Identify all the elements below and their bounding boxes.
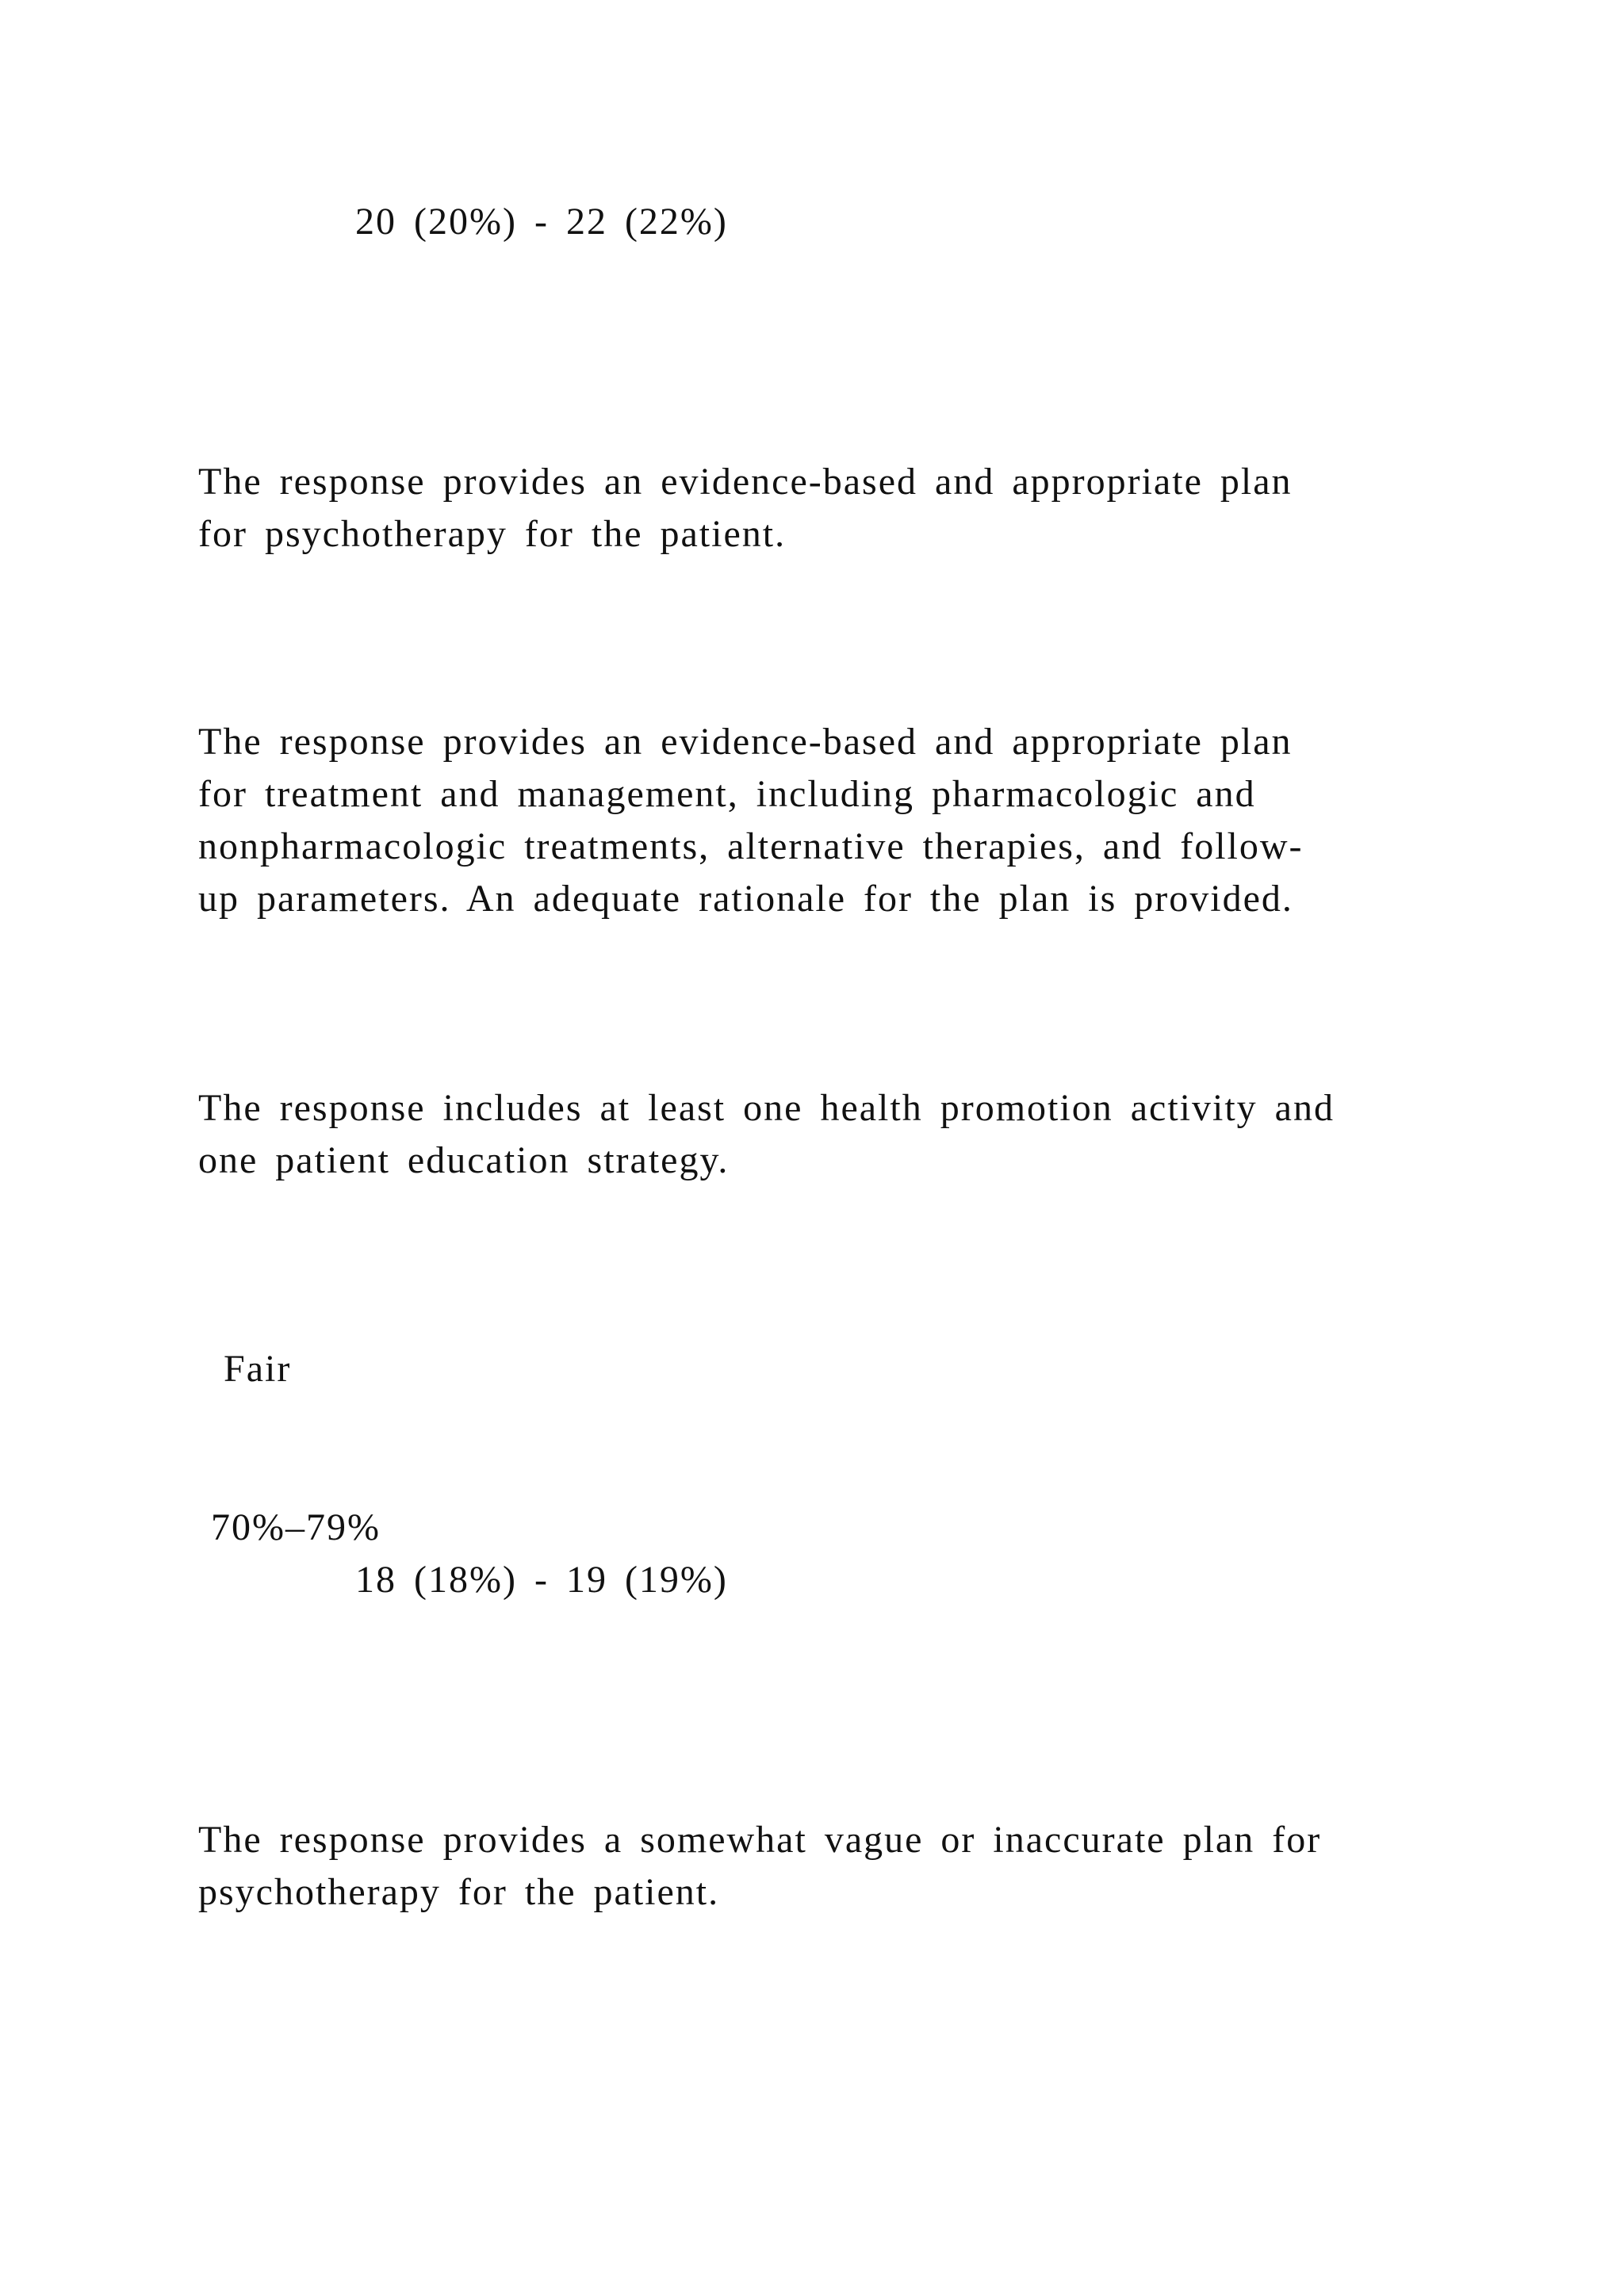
criterion-line: psychotherapy for the patient. [198,1871,720,1913]
vague-plan-criterion [198,1814,1321,1919]
rating-label: Fair [224,1348,292,1390]
criterion-line: The response provides a somewhat vague or inaccurate plan for [198,1819,1322,1861]
score-range-excellent: 20 (20%) - 22 (22%) [355,201,728,243]
psychotherapy-plan-criterion [198,456,1293,561]
criterion-line: up parameters. An adequate rationale for the plan is provided. [198,878,1293,920]
criterion-line: nonpharmacologic treatments, alternative therapies, and follow- [198,825,1304,867]
percent-range: 70%–79% [211,1506,381,1548]
health-promotion-criterion [198,1082,1335,1187]
treatment-management-criterion [198,716,1304,925]
criterion-line: one patient education strategy. [198,1139,730,1181]
criterion-line: The response provides an evidence-based and appropriate plan [198,721,1293,763]
score-range-fair: 18 (18%) - 19 (19%) [355,1559,728,1601]
criterion-line: for treatment and management, including pharmacologic and [198,773,1256,815]
criterion-line: The response provides an evidence-based and appropriate plan [198,461,1293,503]
criterion-line: The response includes at least one health promotion activity and [198,1087,1335,1129]
criterion-line: for psychotherapy for the patient. [198,513,787,555]
